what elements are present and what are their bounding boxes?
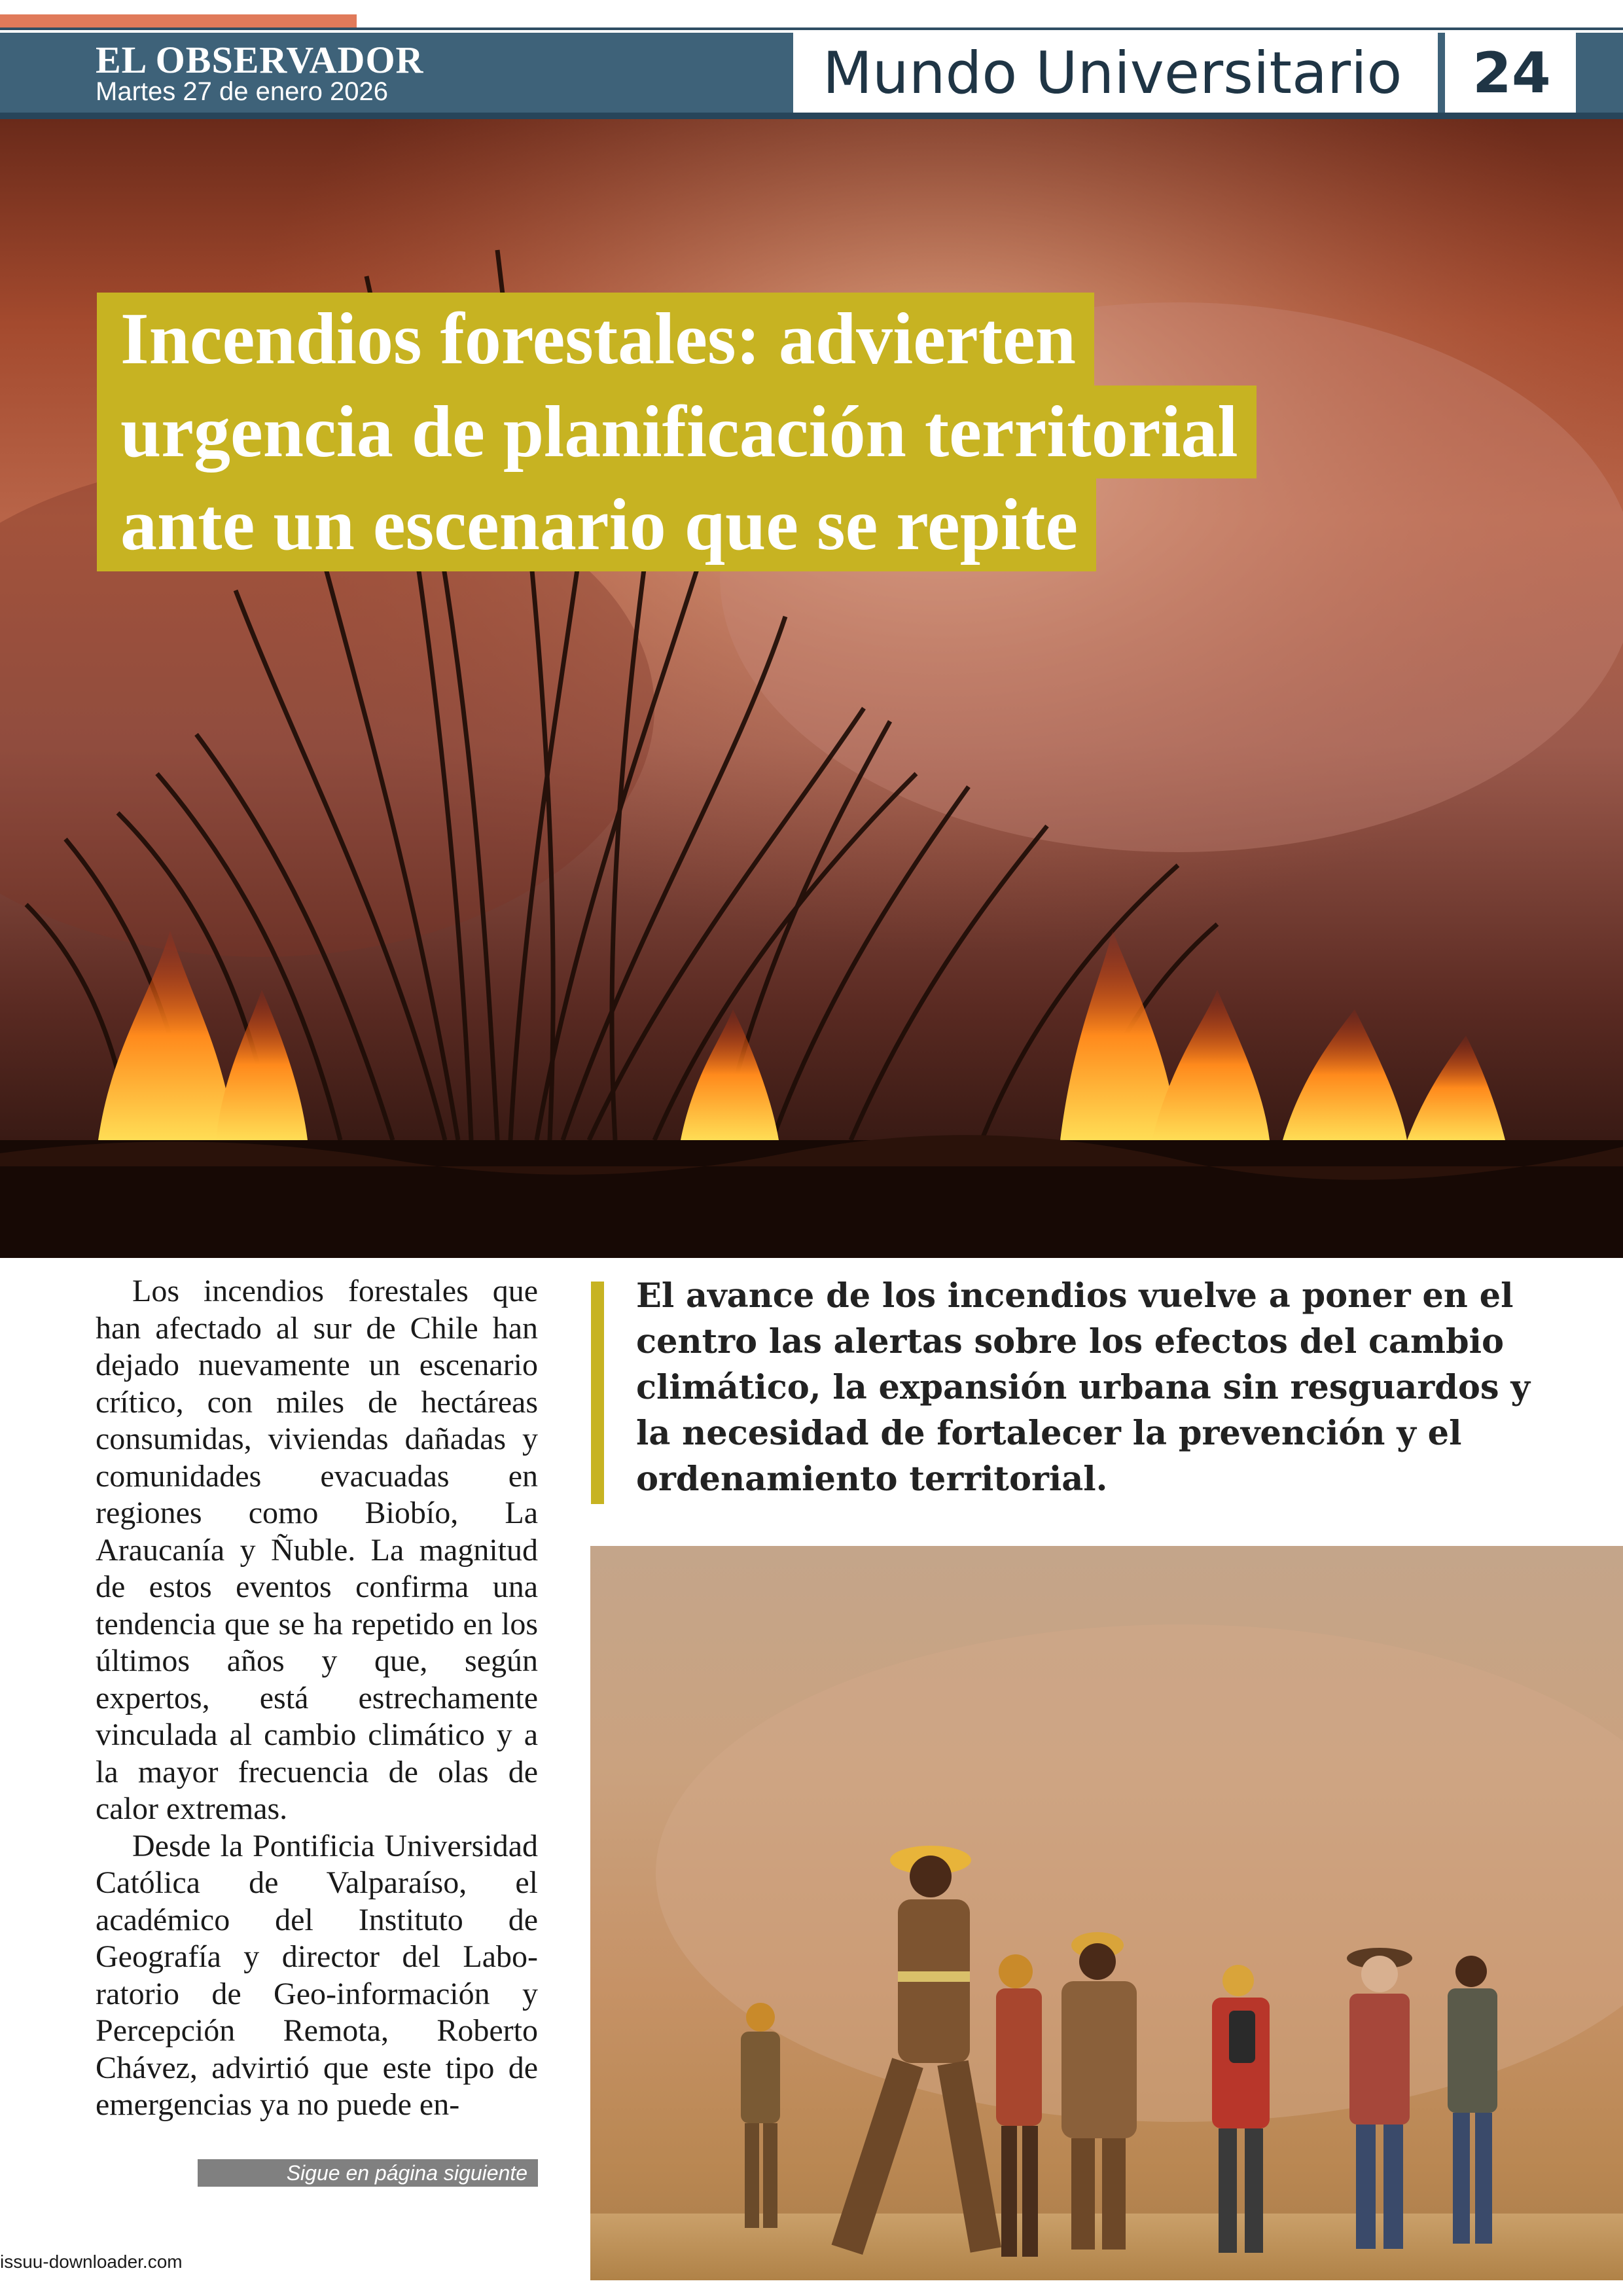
- body-paragraph-1: Los incendios forestales que han afectado al sur de Chile han dejado nuevamente un escenario crítico, con miles de hectáreas consumidas, viviendas dañadas y comunidades evacuadas en regiones como Biobío, La Araucanía y Ñuble. La magnitud de estos eventos confirma una tendencia que se ha repetido en los últimos años y que, según expertos, está estrechamente vinculada al cambio climático y a la mayor frecuencia de olas de calor extremas.: [96, 1274, 538, 1826]
- section-label-box: [793, 33, 1438, 113]
- masthead: [0, 33, 1623, 119]
- page-number: 24: [1472, 41, 1551, 106]
- article-body: [96, 1273, 538, 2124]
- body-paragraph-2: Desde la Pontificia Universidad Católica de Valparaíso, el académico del Instituto de Geografía y director del Laboratorio de Geo-información y Percepción Remota, Roberto Chávez, advirtió que este tipo de emergencias ya no puede en-: [96, 1828, 538, 2122]
- continued-label: Sigue en página siguiente: [198, 2159, 538, 2187]
- headline-line-2: urgencia de planificación territorial: [97, 386, 1257, 478]
- top-accent-bar: [0, 14, 357, 29]
- hero-photo: [0, 119, 1623, 1258]
- page-number-box: [1445, 33, 1576, 113]
- pull-quote-bar: [591, 1282, 604, 1504]
- section-title: Mundo Universitario: [823, 39, 1402, 107]
- headline-line-1: Incendios forestales: advierten: [97, 293, 1094, 386]
- footer-credit: issuu-downloader.com: [0, 2251, 183, 2272]
- wildfire-grass-icon: [0, 119, 1623, 1258]
- headline-line-3: ante un escenario que se repite: [97, 478, 1096, 571]
- issue-date: Martes 27 de enero 2026: [96, 77, 388, 106]
- pull-quote: El avance de los incendios vuelve a poner en el centro las alertas sobre los efectos del cambio climático, la expansión urbana sin resguardos y la necesidad de fortalecer la prevención y el ordenamiento territorial.: [636, 1276, 1530, 1499]
- paper-name: EL OBSERVADOR: [96, 39, 424, 81]
- firefighters-photo: [590, 1546, 1623, 2280]
- firefighters-icon: [590, 1546, 1623, 2280]
- top-rule: [0, 27, 1623, 30]
